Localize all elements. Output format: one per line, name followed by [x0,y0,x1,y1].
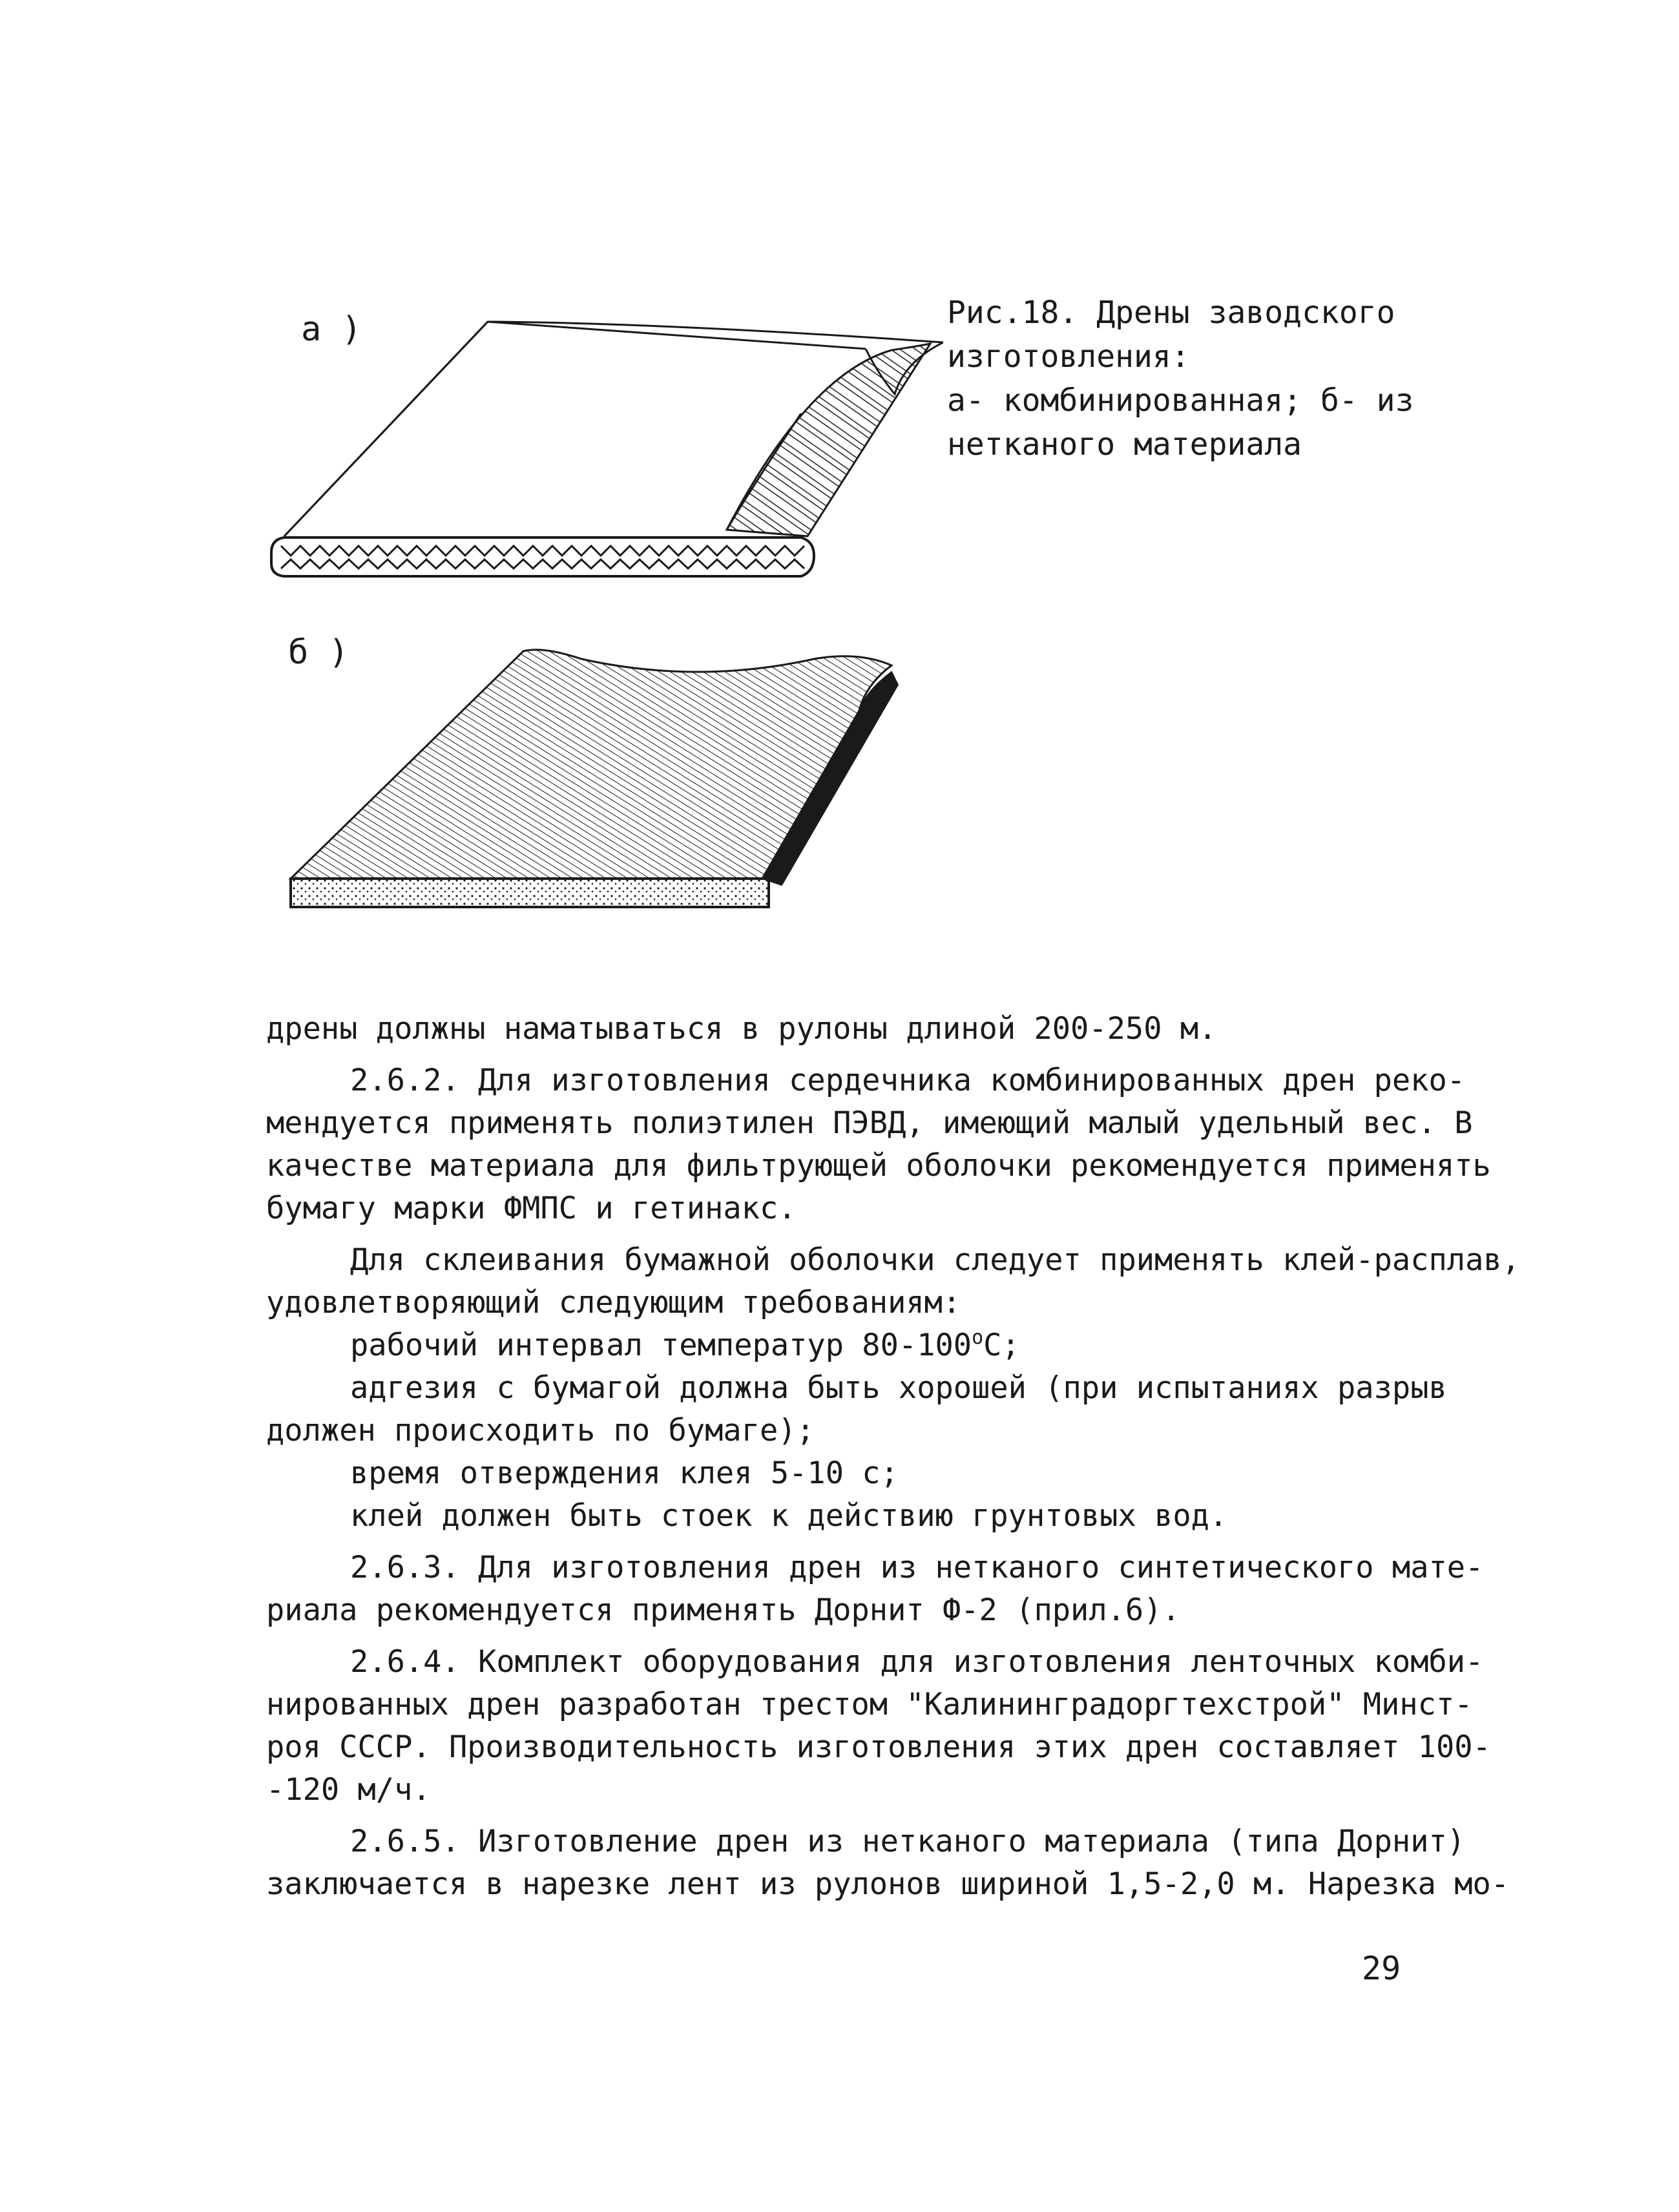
requirement-text: рабочий интервал температур 80-100 [350,1328,972,1363]
caption-line: нетканого материала [947,426,1302,463]
body-text [266,1008,1520,1906]
drain-nonwoven-drawing [291,650,898,907]
requirement-text: С; [983,1328,1020,1363]
text-line: роя СССР. Производительность изготовления этих дрен составляет 100- [266,1729,1491,1765]
caption-line: Рис.18. Дрены заводского [947,295,1395,331]
text-line: нированных дрен разработан трестом "Калининградоргтехстрой" Минст- [266,1687,1473,1722]
text-line: дрены должны наматываться в рулоны длиной 200-250 м. [266,1011,1217,1047]
text-line: качестве материала для фильтрующей оболочки рекомендуется применять [266,1148,1491,1184]
text-line: бумагу марки ФМПС и гетинакс. [266,1191,797,1226]
degree-sign: о [972,1326,984,1349]
paragraph-2-6-2: 2.6.2. Для изготовления сердечника комбинированных дрен реко- [350,1063,1466,1098]
text-line: должен происходить по бумаге); [266,1413,815,1448]
requirement-item: время отверждения клея 5-10 с; [350,1456,899,1491]
text-line: заключается в нарезке лент из рулонов шириной 1,5-2,0 м. Нарезка мо- [266,1866,1510,1902]
paragraph-2-6-5: 2.6.5. Изготовление дрен из нетканого материала (типа Дорнит) [350,1824,1466,1859]
caption-line: изготовления: [947,339,1190,375]
drain-combined-drawing [271,322,943,576]
text-line: Для склеивания бумажной оболочки следует применять клей-расплав, [350,1242,1520,1278]
text-line: удовлетворяющий следующим требованиям: [266,1285,961,1320]
figure-label-b: б ) [288,633,349,672]
requirement-item: клей должен быть стоек к действию грунтовых вод. [350,1498,1228,1534]
paragraph-2-6-4: 2.6.4. Комплект оборудования для изготовления ленточных комби- [350,1644,1484,1680]
figure-label-a: а ) [301,310,362,349]
requirement-item: адгезия с бумагой должна быть хорошей (при испытаниях разрыв [350,1370,1447,1406]
page-number: 29 [1362,1950,1401,1987]
figure-drains-illustration [245,297,943,943]
text-line: риала рекомендуется применять Дорнит Ф-2 (прил.6). [266,1592,1180,1628]
text-line: мендуется применять полиэтилен ПЭВД, имеющий малый удельный вес. В [266,1105,1473,1141]
figure-caption [947,291,1438,466]
paragraph-2-6-3: 2.6.3. Для изготовления дрен из нетканого синтетического мате- [350,1550,1484,1585]
requirement-item [266,1324,1416,1367]
text-line: -120 м/ч. [266,1772,431,1808]
caption-line: а- комбинированная; б- из [947,382,1414,419]
